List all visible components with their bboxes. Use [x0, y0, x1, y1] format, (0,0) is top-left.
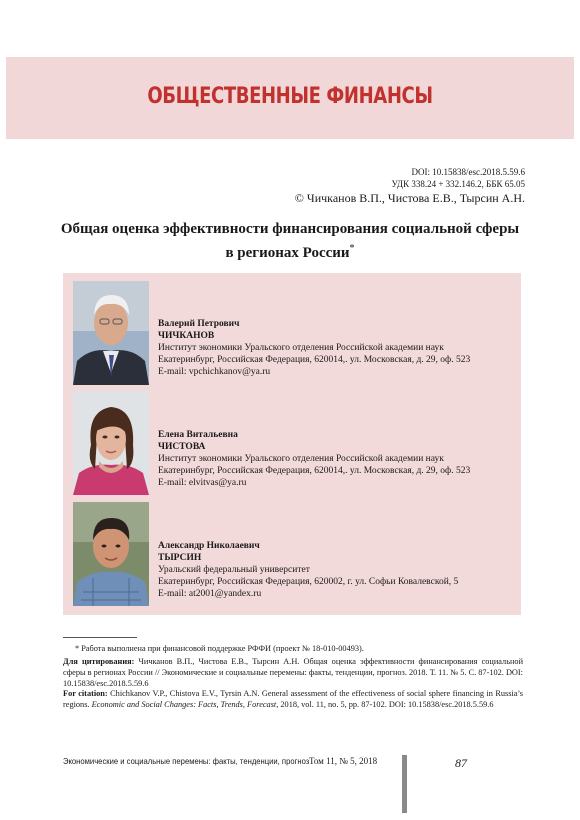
footnote-divider [63, 637, 137, 638]
author-photo-tyrsin [73, 502, 149, 606]
author-given-name: Валерий Петрович [158, 319, 240, 329]
footer-volume: Том 11, № 5, 2018 [309, 756, 378, 766]
title-line-1: Общая оценка эффективности финансирования социальной сферы [60, 221, 520, 237]
author-surname: ЧИЧКАНОВ [158, 331, 215, 341]
citation-en-tail: 2018, vol. 11, no. 5, pp. 87-102. DOI: 10.15838/esc.2018.5.59.6 [280, 700, 494, 709]
author-chichkanov [158, 318, 470, 378]
citation-en-text: Chichkanov V.P., Chistova E.V., Tyrsin A.N. General assessment of the effectiveness of social sphere financing in Russia’s regions. [63, 689, 523, 709]
citation-en [63, 688, 523, 710]
section-title: ОБЩЕСТВЕННЫЕ ФИНАНСЫ [147, 84, 433, 109]
doi-line: DOI: 10.15838/esc.2018.5.59.6 [411, 167, 525, 177]
author-given-name: Александр Николаевич [158, 541, 260, 551]
footer-journal: Экономические и социальные перемены: факты, тенденции, прогноз [63, 756, 310, 766]
author-photo-chistova [73, 391, 149, 495]
citation-ru-label: Для цитирования: [63, 657, 135, 666]
author-photo-chichkanov [73, 281, 149, 385]
citation-ru [63, 656, 523, 689]
author-email[interactable]: E-mail: at2001@yandex.ru [158, 589, 262, 599]
author-address: Екатеринбург, Российская Федерация, 620014,. ул. Московская, д. 29, оф. 523 [158, 466, 471, 476]
copyright-authors: © Чичканов В.П., Чистова Е.В., Тырсин А.Н. [294, 191, 525, 205]
author-chistova [158, 429, 470, 489]
citation-en-label: For citation: [63, 689, 108, 698]
author-address: Екатеринбург, Российская Федерация, 620014,. ул. Московская, д. 29, оф. 523 [158, 355, 471, 365]
author-surname: ЧИСТОВА [158, 442, 206, 452]
funding-footnote: * Работа выполнена при финансовой поддержке РФФИ (проект № 18-010-00493). [75, 644, 364, 653]
citation-en-journal: Economic and Social Changes: Facts, Trends, Forecast, [91, 700, 279, 709]
article-title [40, 220, 540, 263]
udk-line: УДК 338.24 + 332.146.2, ББК 65.05 [391, 179, 525, 189]
title-footnote-mark: * [349, 243, 355, 254]
author-address: Екатеринбург, Российская Федерация, 620002, г. ул. Софьи Ковалевской, 5 [158, 577, 459, 587]
author-email[interactable]: E-mail: vpchichkanov@ya.ru [158, 367, 271, 377]
author-surname: ТЫРСИН [158, 553, 202, 563]
citation-ru-text: Чичканов В.П., Чистова Е.В., Тырсин А.Н. Общая оценка эффективности финансирования социальной сферы в регионах России // Экономические и социальные перемены: факты, тенденции, прогноз. 2018. Т. 11. № 5. С. 87-102. DOI: 10.15838/esc.2018.5.59.6 [63, 657, 524, 688]
author-given-name: Елена Витальевна [158, 430, 238, 440]
title-line-2: в регионах России [225, 245, 350, 261]
footer-bar [402, 755, 407, 813]
author-affiliation: Институт экономики Уральского отделения Российской академии наук [158, 454, 444, 464]
author-email[interactable]: E-mail: elvitvas@ya.ru [158, 478, 247, 488]
page-number: 87 [455, 756, 467, 770]
author-affiliation: Институт экономики Уральского отделения Российской академии наук [158, 343, 444, 353]
author-tyrsin [158, 540, 458, 600]
author-affiliation: Уральский федеральный университет [158, 565, 310, 575]
